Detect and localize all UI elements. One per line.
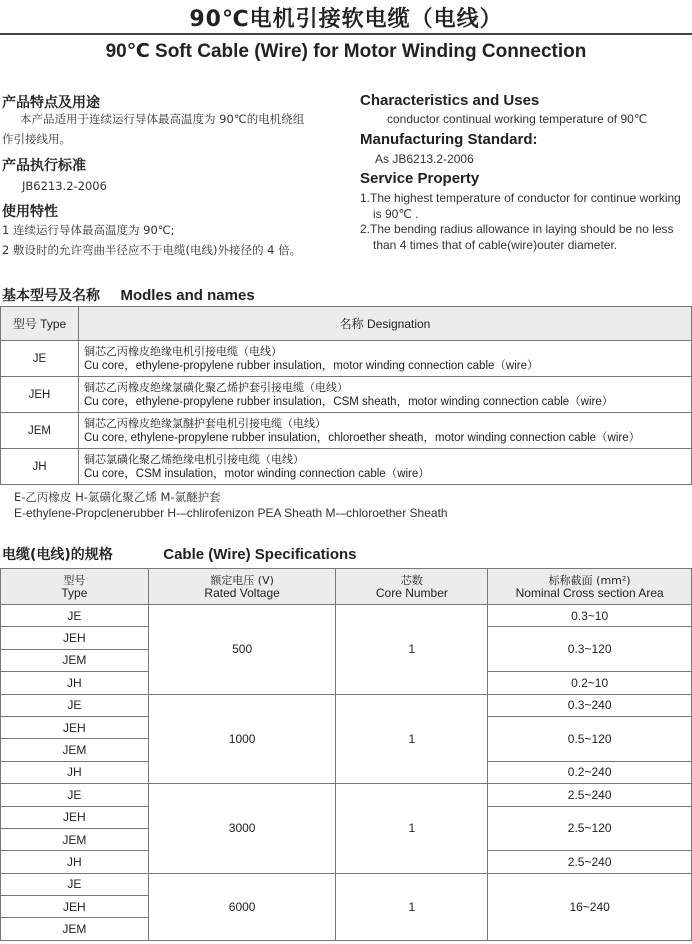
model-designation <box>79 377 692 413</box>
service-line-2-cn: 2 敷设时的允许弯曲半径应不于电缆(电线)外接径的 4 倍。 <box>2 243 302 257</box>
table-row <box>1 784 692 806</box>
specs-col-type: 型号 Type <box>1 569 149 605</box>
model-designation-cn: 铜芯乙丙橡皮绝缘氯磺化聚乙烯护套引接电缆（电线） <box>84 380 348 394</box>
spec-core: 1 <box>336 694 488 784</box>
specs-heading-en: Cable (Wire) Specifications <box>163 546 357 563</box>
spec-area: 0.3~10 <box>488 605 692 627</box>
spec-type: JEH <box>1 716 149 738</box>
spec-voltage: 1000 <box>148 694 336 784</box>
service-item-2-line-1: 2.The bending radius allowance in laying should be no less <box>360 222 674 236</box>
spec-area: 0.2~10 <box>488 672 692 694</box>
spec-type: JEH <box>1 896 149 918</box>
table-row <box>1 413 692 449</box>
features-line-1: 本产品适用于连续运行导体最高温度为 90℃的电机绕组 <box>20 112 305 126</box>
model-designation-cn: 铜芯乙丙橡皮绝缘氯醚护套电机引接电缆（电线） <box>84 416 326 430</box>
table-row <box>1 449 692 485</box>
standard-heading-cn: 产品执行标准 <box>2 158 86 174</box>
specs-col-voltage: 额定电压 (V) Rated Voltage <box>148 569 336 605</box>
service-item-1-line-1: 1.The highest temperature of conductor for continue working <box>360 191 681 205</box>
model-code: JEM <box>1 413 79 449</box>
spec-voltage: 3000 <box>148 784 336 874</box>
spec-type: JE <box>1 605 149 627</box>
spec-core: 1 <box>336 873 488 940</box>
model-code: JE <box>1 341 79 377</box>
model-code: JH <box>1 449 79 485</box>
page-title-cn: 90℃电机引接软电缆（电线） <box>189 7 503 32</box>
service-item-1-line-2: is 90℃ . <box>373 207 419 221</box>
standard-text-en: As JB6213.2-2006 <box>375 152 474 166</box>
spec-type: JH <box>1 672 149 694</box>
spec-voltage: 6000 <box>148 873 336 940</box>
service-heading-cn: 使用特性 <box>2 204 58 220</box>
table-row <box>1 873 692 895</box>
service-item-2-line-2: than 4 times that of cable(wire)outer diameter. <box>373 238 618 252</box>
service-line-1-cn: 1 连续运行导体最高温度为 90℃; <box>2 223 175 237</box>
standard-text-cn: JB6213.2-2006 <box>22 179 107 193</box>
table-row <box>1 605 692 627</box>
models-col-designation: 名称 Designation <box>79 307 692 341</box>
spec-area: 0.3~120 <box>488 627 692 672</box>
models-col-type: 型号 Type <box>1 307 79 341</box>
spec-area: 0.2~240 <box>488 761 692 783</box>
spec-type: JE <box>1 694 149 716</box>
models-legend-cn: E-乙丙橡皮 H-氯磺化聚乙烯 M-氯醚护套 <box>14 490 221 504</box>
spec-area: 2.5~240 <box>488 784 692 806</box>
model-designation-en: Cu core，ethylene-propylene rubber insulation，CSM sheath，motor winding connection cable（wire） <box>84 395 614 408</box>
spec-type: JEM <box>1 828 149 850</box>
model-designation-cn: 铜芯乙丙橡皮绝缘电机引接电缆（电线） <box>84 344 282 358</box>
page-title-en: 90℃ Soft Cable (Wire) for Motor Winding Connection <box>105 41 587 62</box>
specs-heading <box>2 544 357 564</box>
table-row <box>1 341 692 377</box>
specs-table <box>0 568 692 941</box>
specs-col-core: 芯数 Core Number <box>336 569 488 605</box>
models-legend-en: E-ethylene-Propclenerubber H-–chlirofenizon PEA Sheath M-–chloroether Sheath <box>14 506 448 520</box>
characteristics-heading: Characteristics and Uses <box>360 92 540 109</box>
model-designation <box>79 413 692 449</box>
models-heading-cn: 基本型号及名称 <box>2 288 100 304</box>
service-heading-en: Service Property <box>360 170 480 187</box>
characteristics-text: conductor continual working temperature of 90℃ <box>387 112 648 126</box>
spec-area: 2.5~120 <box>488 806 692 851</box>
spec-area: 0.5~120 <box>488 716 692 761</box>
table-row <box>1 377 692 413</box>
models-table-header <box>1 307 692 341</box>
features-heading: 产品特点及用途 <box>2 95 100 111</box>
model-code: JEH <box>1 377 79 413</box>
spec-core: 1 <box>336 784 488 874</box>
standard-heading-en: Manufacturing Standard: <box>360 131 538 148</box>
model-designation-en: Cu core，CSM insulation，motor winding connection cable（wire） <box>84 467 430 480</box>
spec-area: 16~240 <box>488 873 692 940</box>
model-designation-en: Cu core, ethylene-propylene rubber insulation，chloroether sheath，motor winding connection cable（wire） <box>84 431 641 444</box>
table-row <box>1 694 692 716</box>
models-heading-en: Modles and names <box>120 287 255 304</box>
model-designation-cn: 铜芯氯磺化聚乙烯绝缘电机引接电缆（电线） <box>84 452 304 466</box>
spec-area: 0.3~240 <box>488 694 692 716</box>
spec-core: 1 <box>336 605 488 695</box>
models-heading <box>2 285 255 305</box>
features-line-2: 作引接线用。 <box>2 132 71 146</box>
spec-type: JEH <box>1 627 149 649</box>
spec-type: JEM <box>1 739 149 761</box>
spec-voltage: 500 <box>148 605 336 695</box>
spec-type: JEH <box>1 806 149 828</box>
specs-col-area: 标称截面 (mm²) Nominal Cross section Area <box>488 569 692 605</box>
title-divider <box>0 33 692 35</box>
model-designation <box>79 341 692 377</box>
spec-type: JE <box>1 873 149 895</box>
spec-type: JE <box>1 784 149 806</box>
specs-heading-cn: 电缆(电线)的规格 <box>2 547 113 563</box>
models-table <box>0 306 692 485</box>
model-designation-en: Cu core，ethylene-propylene rubber insulation，motor winding connection cable（wire） <box>84 359 539 372</box>
spec-type: JEM <box>1 649 149 671</box>
specs-table-header <box>1 569 692 605</box>
spec-type: JH <box>1 851 149 873</box>
model-designation <box>79 449 692 485</box>
spec-type: JEM <box>1 918 149 940</box>
spec-area: 2.5~240 <box>488 851 692 873</box>
spec-type: JH <box>1 761 149 783</box>
